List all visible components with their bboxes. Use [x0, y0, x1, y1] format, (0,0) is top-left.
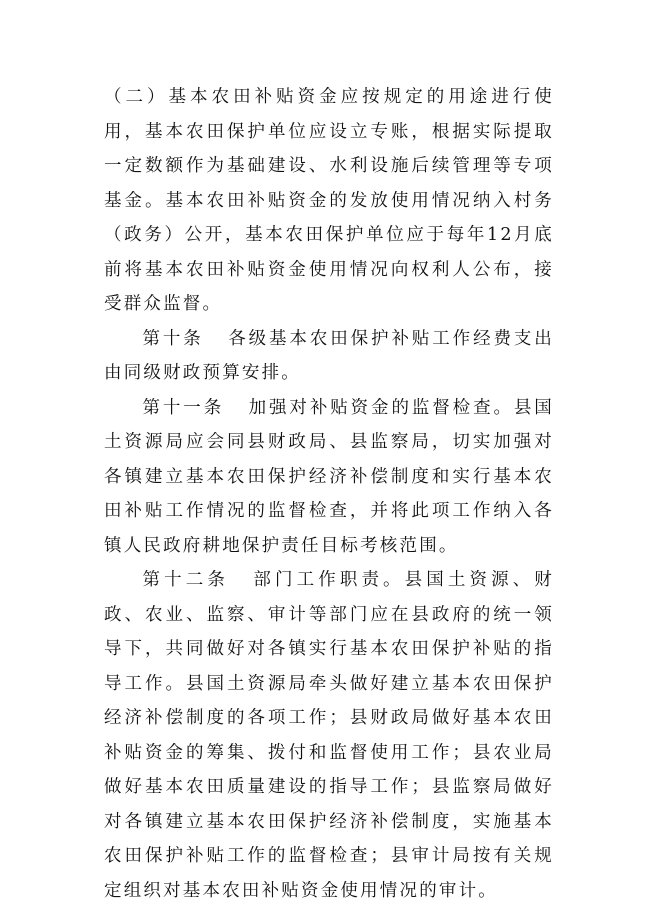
article-10-text: 各级基本农田保护补贴工作经费支出由同级财政预算安排。 — [104, 328, 554, 383]
article-10-number: 第十条 — [142, 328, 204, 349]
article-10 — [104, 322, 554, 391]
paragraph-funds-usage: （二）基本农田补贴资金应按规定的用途进行使用，基本农田保护单位应设立专账，根据实际提取一定数额作为基础建设、水利设施后续管理等专项基金。基本农田补贴资金的发放使用情况纳入村务（政务）公开，基本农田保护单位应于每年12月底前将基本农田补贴资金使用情况向权利人公布，接受群众监督。 — [104, 87, 554, 314]
article-12-text: 部门工作职责。县国土资源、财政、农业、监察、审计等部门应在县政府的统一领导下，共同做好对各镇实行基本农田保护补贴的指导工作。县国土资源局牵头做好建立基本农田保护经济补偿制度的各项工作；县财政局做好基本农田补贴资金的筹集、拨付和监督使用工作；县农业局做好基本农田质量建设的指导工作；县监察局做好对各镇建立基本农田保护经济补偿制度，实施基本农田保护补贴工作的监督检查；县审计局按有关规定组织对基本农田补贴资金使用情况的审计。 — [104, 570, 554, 901]
article-11-text: 加强对补贴资金的监督检查。县国土资源局应会同县财政局、县监察局，切实加强对各镇建立基本农田保护经济补偿制度和实行基本农田补贴工作情况的监督检查，并将此项工作纳入各镇人民政府耕地保护责任目标考核范围。 — [104, 397, 554, 556]
article-12 — [104, 563, 554, 908]
article-11 — [104, 391, 554, 564]
article-11-number: 第十一条 — [142, 397, 225, 418]
article-12-number: 第十二条 — [142, 570, 229, 590]
